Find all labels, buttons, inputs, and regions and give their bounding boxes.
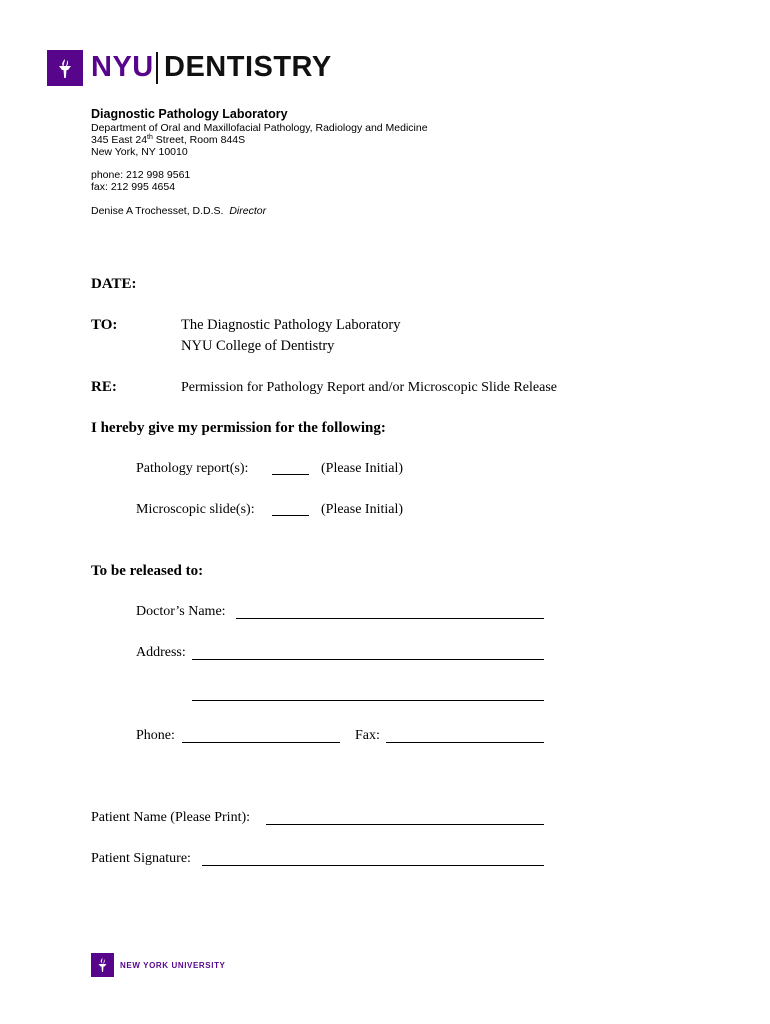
city-address: New York, NY 10010 — [91, 146, 188, 158]
logo-nyu-text: NYU — [91, 51, 154, 83]
slides-initial-field[interactable] — [272, 515, 309, 516]
phone-label: Phone: — [136, 728, 175, 743]
director-line — [91, 205, 266, 217]
release-heading: To be released to: — [91, 563, 204, 579]
department: Department of Oral and Maxillofacial Pathology, Radiology and Medicine — [91, 122, 428, 134]
doctor-name-label: Doctor’s Name: — [136, 604, 226, 619]
to-label: TO: — [91, 317, 118, 333]
to-recipient-line1: The Diagnostic Pathology Laboratory — [181, 317, 401, 333]
re-label: RE: — [91, 379, 117, 395]
to-recipient-line2: NYU College of Dentistry — [181, 338, 335, 354]
lab-phone: phone: 212 998 9561 — [91, 169, 191, 181]
fax-label: Fax: — [355, 728, 380, 743]
address-field-line2[interactable] — [192, 700, 544, 701]
logo-dentistry-text: DENTISTRY — [164, 51, 332, 83]
footer-torch-icon — [91, 953, 114, 977]
fax-field[interactable] — [386, 742, 544, 743]
footer-nyu-logo — [91, 953, 114, 977]
report-initial-note: (Please Initial) — [321, 461, 404, 476]
report-initial-field[interactable] — [272, 474, 309, 475]
slides-label: Microscopic slide(s): — [136, 502, 255, 517]
street-address: 345 East 24th Street, Room 844S — [91, 134, 246, 146]
patient-name-label: Patient Name (Please Print): — [91, 810, 251, 825]
address-label: Address: — [136, 645, 186, 660]
logo-divider — [156, 52, 158, 84]
patient-name-field[interactable] — [266, 824, 544, 825]
footer-university-name: NEW YORK UNIVERSITY — [120, 961, 226, 970]
permission-heading: I hereby give my permission for the following: — [91, 420, 386, 436]
phone-field[interactable] — [182, 742, 340, 743]
nyu-torch-logo — [47, 50, 83, 86]
doctor-name-field[interactable] — [236, 618, 544, 619]
patient-signature-field[interactable] — [202, 865, 544, 866]
address-field-line1[interactable] — [192, 659, 544, 660]
report-label: Pathology report(s): — [136, 461, 249, 476]
torch-icon — [47, 50, 83, 86]
director-title: Director — [229, 205, 267, 217]
slides-initial-note: (Please Initial) — [321, 502, 404, 517]
lab-fax: fax: 212 995 4654 — [91, 181, 176, 193]
patient-signature-label: Patient Signature: — [91, 851, 191, 866]
lab-title: Diagnostic Pathology Laboratory — [91, 107, 288, 121]
director-name: Denise A Trochesset, D.D.S. — [91, 205, 224, 217]
date-label: DATE: — [91, 276, 137, 292]
re-subject: Permission for Pathology Report and/or Microscopic Slide Release — [181, 380, 557, 395]
